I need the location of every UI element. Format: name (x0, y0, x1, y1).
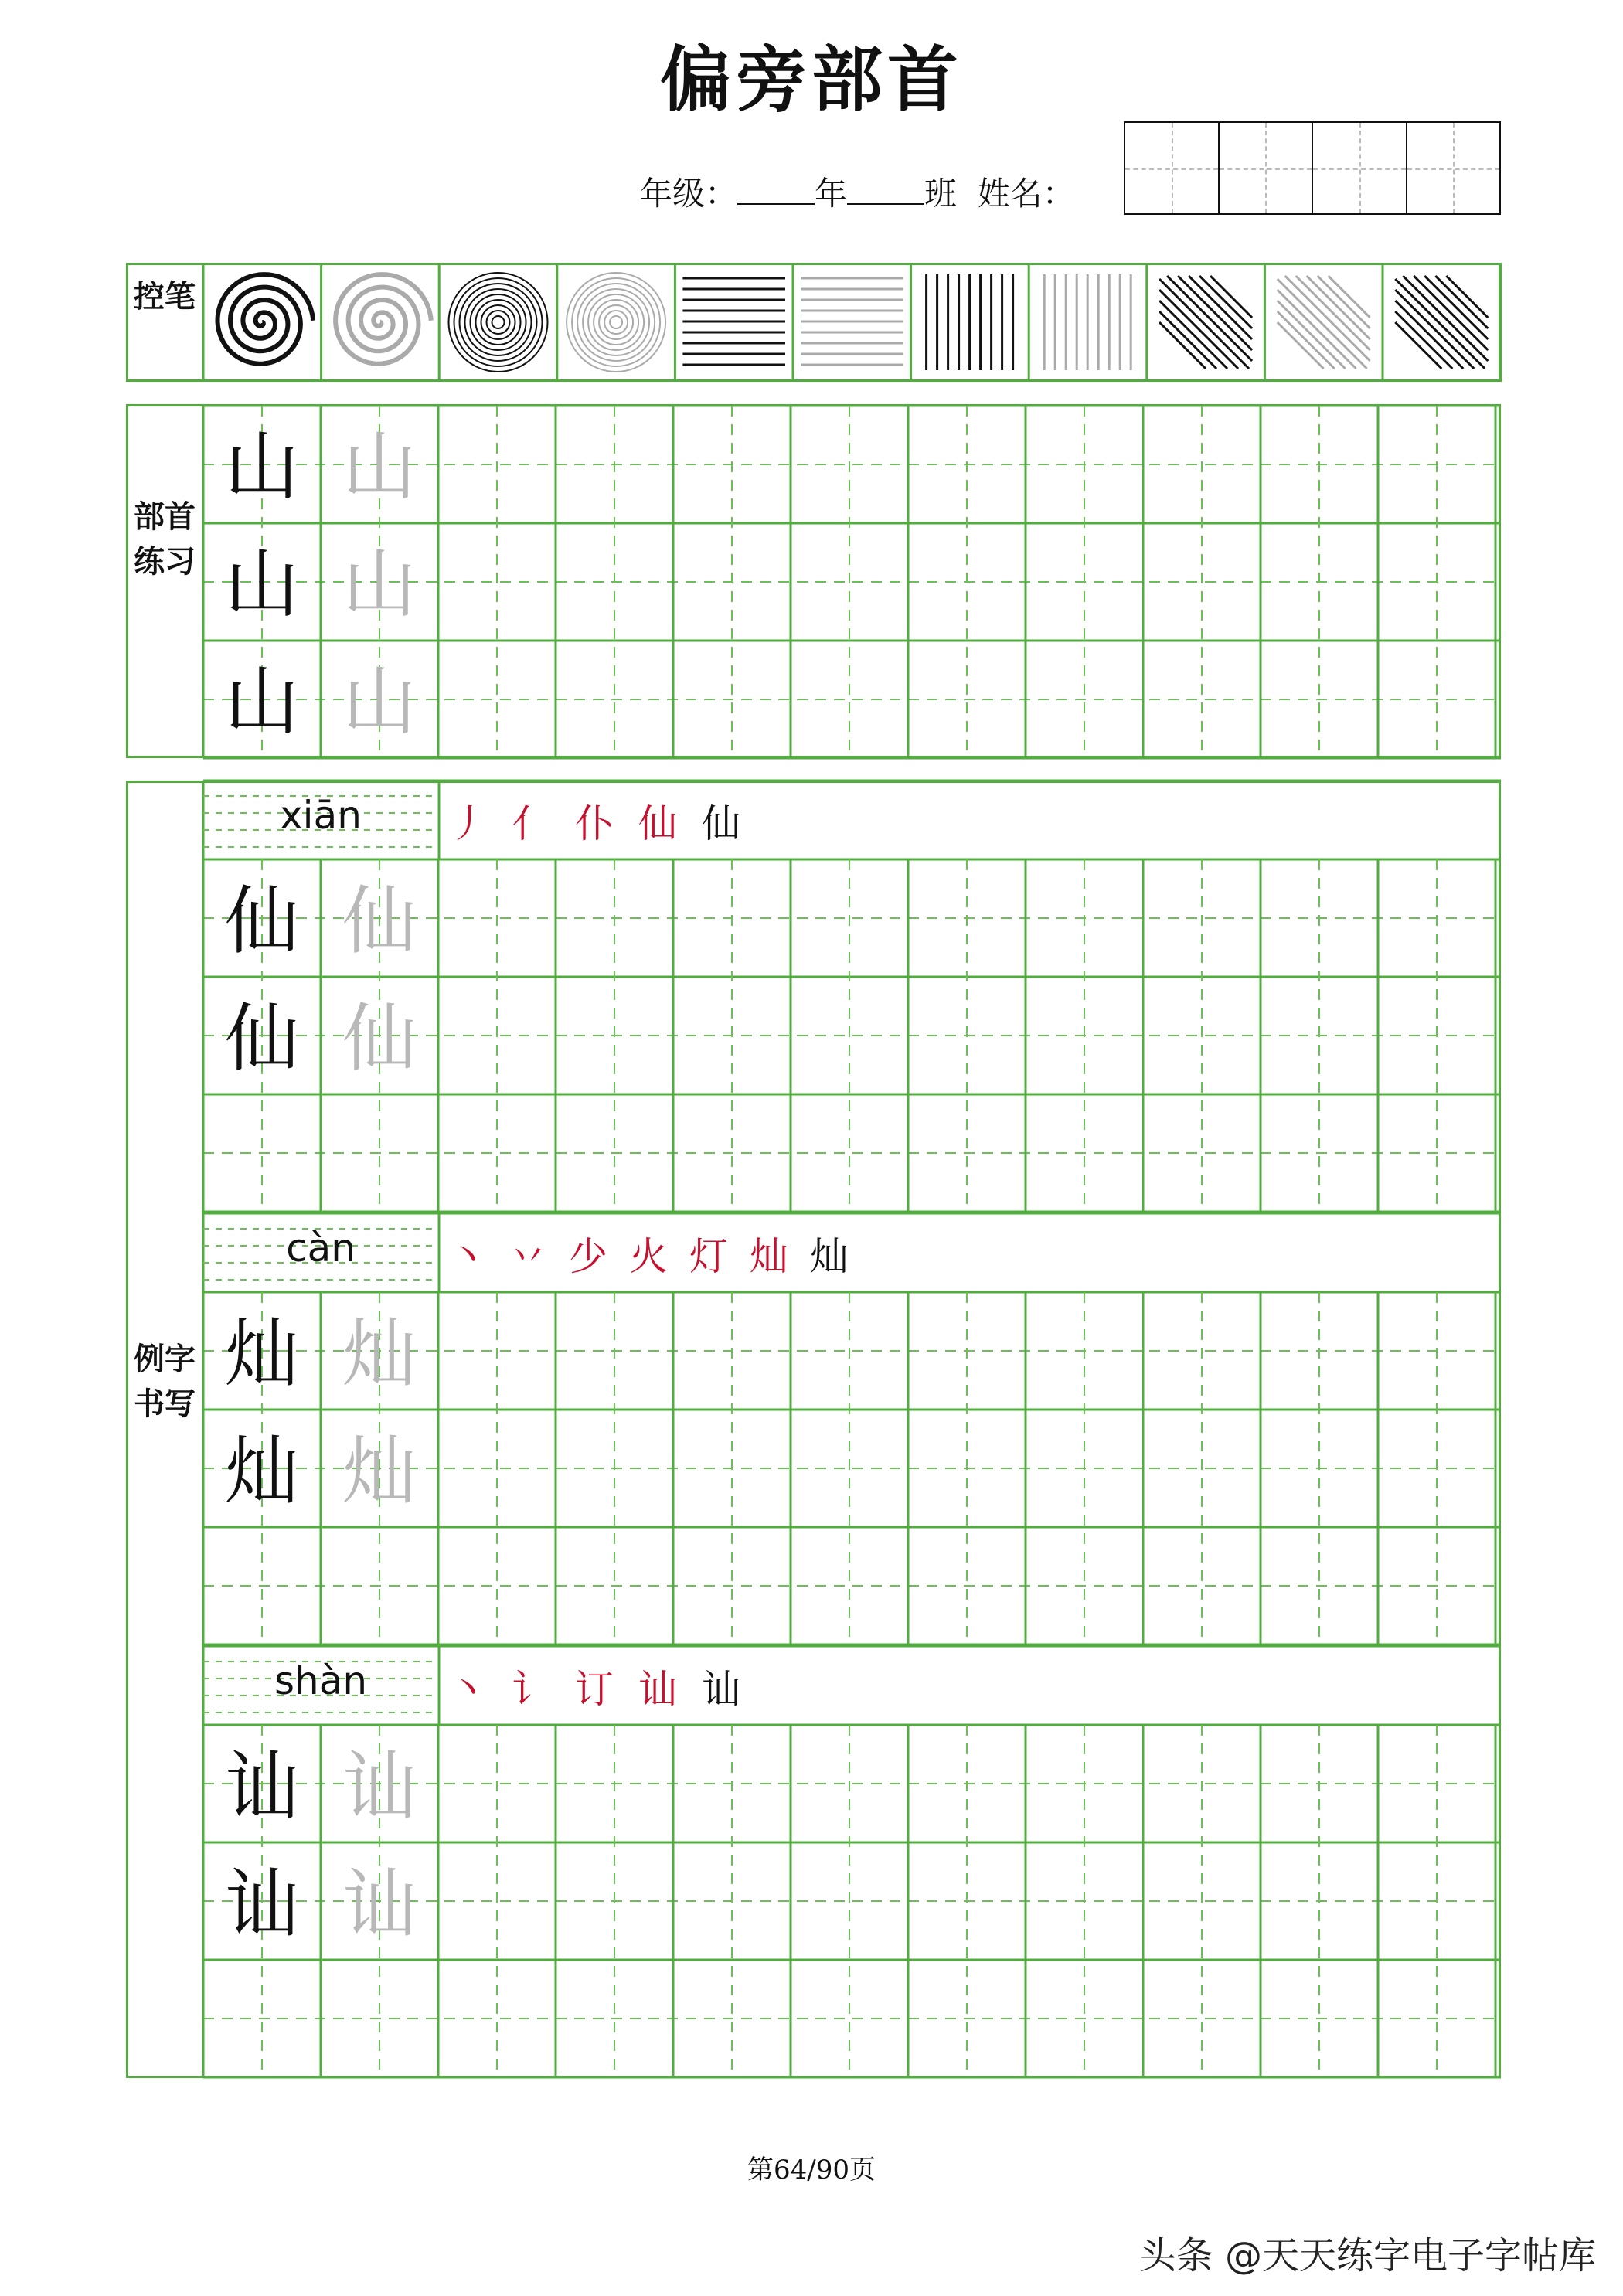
diagonal-pattern (1446, 276, 1488, 318)
diagonal-pattern (1329, 276, 1370, 318)
example-char: 讪 (225, 1743, 299, 1830)
stroke-order (448, 793, 740, 849)
circle-pattern (454, 278, 543, 366)
stroke-step: 订 (575, 1667, 614, 1712)
class-label: 班 (924, 175, 958, 213)
circle-pattern (487, 311, 510, 334)
stroke-step: 讪 (638, 1667, 677, 1712)
spiral-pattern (335, 274, 431, 364)
pinyin: càn (286, 1226, 356, 1270)
diagonal-pattern (1296, 276, 1370, 350)
stroke-step: 讠 (512, 1667, 550, 1712)
circle-pattern (604, 311, 628, 334)
example-char: 仙 (225, 878, 299, 964)
stroke-step: 讪 (702, 1667, 740, 1712)
stroke-step: 灿 (750, 1234, 788, 1279)
stroke-step: 仙 (702, 801, 740, 846)
circle-pattern (594, 300, 638, 345)
page-title: 偏旁部首 (659, 38, 963, 121)
diagonal-pattern (1278, 301, 1346, 369)
example-char: 讪 (225, 1861, 299, 1947)
stroke-order (448, 1658, 740, 1714)
diagonal-pattern (1178, 276, 1252, 350)
stroke-step: 丿 (448, 801, 487, 846)
stroke-step: 火 (629, 1234, 668, 1279)
example-trace: 灿 (342, 1311, 417, 1397)
radical-trace: 山 (342, 658, 417, 745)
year-label: 年 (815, 175, 848, 213)
example-label: 例字书写 (134, 1341, 196, 1422)
stroke-step: 丶 (448, 1667, 487, 1712)
circle-pattern (471, 294, 526, 350)
stroke-step: 仆 (575, 801, 614, 846)
stroke-order (448, 1226, 849, 1281)
spiral-pattern (218, 274, 314, 364)
example-trace: 讪 (342, 1743, 417, 1830)
diagonal-pattern (1210, 276, 1252, 318)
example-trace: 讪 (342, 1861, 417, 1947)
grade-label: 年级： (640, 175, 738, 213)
credit-watermark: 头条 @天天练字电子字帖库 (1138, 2234, 1596, 2277)
diagonal-pattern (1167, 276, 1252, 361)
stroke-step: 丷 (509, 1234, 547, 1279)
stroke-step: 亻 (512, 801, 550, 846)
page-number: 第64/90页 (747, 2155, 876, 2185)
radical-char: 山 (225, 423, 299, 510)
diagonal-pattern (1159, 301, 1227, 369)
radical-trace: 山 (342, 423, 417, 510)
stroke-step: 灯 (689, 1234, 728, 1279)
diagonal-pattern (1285, 276, 1370, 361)
circle-pattern (583, 289, 649, 355)
circle-pattern (572, 278, 660, 366)
circle-pattern (610, 316, 622, 328)
stroke-step: 仙 (638, 801, 677, 846)
pinyin: xiān (280, 793, 362, 838)
diagonal-pattern (1199, 276, 1252, 328)
circle-pattern (449, 273, 548, 372)
example-trace: 仙 (342, 995, 417, 1082)
diagonal-pattern (1435, 276, 1488, 328)
name-label: 姓名： (977, 175, 1075, 213)
stroke-step: 丶 (448, 1234, 487, 1279)
radical-char: 山 (225, 658, 299, 745)
example-trace: 仙 (342, 878, 417, 964)
circle-pattern (567, 273, 665, 372)
radical-trace: 山 (342, 541, 417, 628)
control-label: 控笔 (134, 278, 196, 315)
example-char: 灿 (225, 1428, 299, 1515)
diagonal-pattern (1414, 276, 1488, 350)
example-char: 灿 (225, 1311, 299, 1397)
pinyin: shàn (274, 1658, 368, 1703)
example-trace: 灿 (342, 1428, 417, 1515)
diagonal-pattern (1318, 276, 1370, 328)
radical-char: 山 (225, 541, 299, 628)
circle-pattern (492, 316, 505, 328)
stroke-step: 少 (569, 1234, 607, 1279)
radical-label: 部首练习 (134, 498, 196, 580)
circle-pattern (588, 294, 644, 350)
diagonal-pattern (1403, 276, 1488, 361)
circle-pattern (465, 289, 532, 355)
diagonal-pattern (1395, 301, 1463, 369)
stroke-step: 灿 (810, 1234, 849, 1279)
example-char: 仙 (225, 995, 299, 1082)
circle-pattern (476, 300, 521, 345)
